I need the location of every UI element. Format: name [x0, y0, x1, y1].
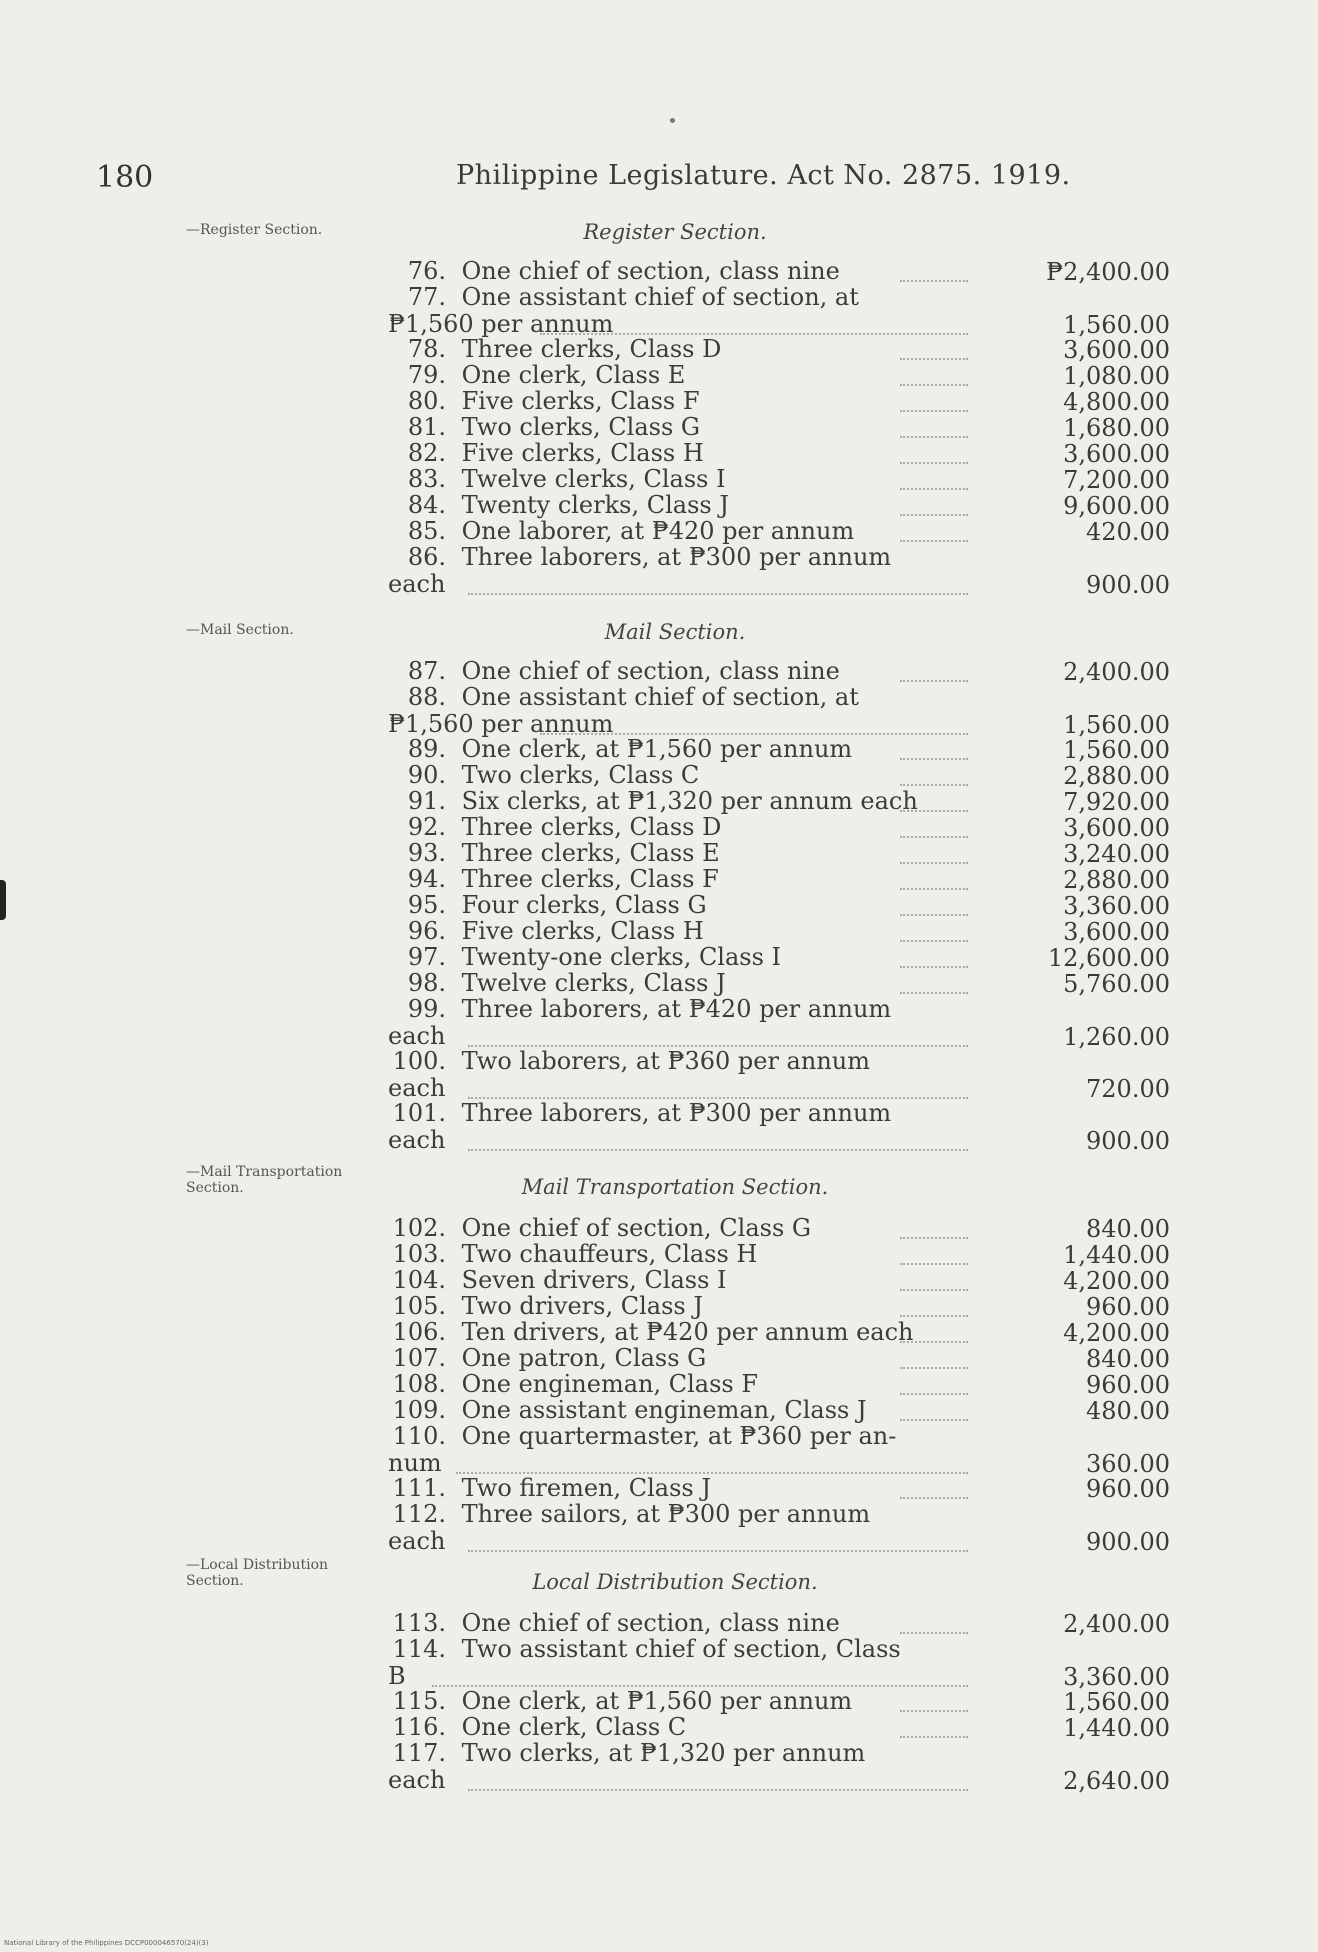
- leader-dots: [468, 1542, 968, 1552]
- leader-dots: [900, 1702, 968, 1712]
- item-amount: 2,880.00: [1063, 762, 1170, 790]
- leader-dots: [900, 532, 968, 542]
- leader-dots: [900, 350, 968, 360]
- item-description: Three laborers, at ₱300 per annum: [454, 543, 892, 571]
- item-description: Ten drivers, at ₱420 per annum each: [454, 1318, 914, 1346]
- item-description: One chief of section, class nine: [454, 657, 840, 685]
- item-line: [388, 1423, 1168, 1450]
- item-amount: 2,880.00: [1063, 866, 1170, 894]
- item-amount: ₱2,400.00: [1046, 258, 1170, 286]
- item-description: One engineman, Class F: [454, 1370, 758, 1398]
- leader-dots: [900, 776, 968, 786]
- item-description: Two chauffeurs, Class H: [454, 1240, 758, 1268]
- item-amount: 4,200.00: [1063, 1267, 1170, 1295]
- item-amount: 3,360.00: [1063, 1663, 1170, 1691]
- leader-dots: [900, 750, 968, 760]
- item-description: Five clerks, Class H: [454, 917, 704, 945]
- binding-edge-mark: [0, 880, 6, 920]
- item-amount: 360.00: [1086, 1450, 1170, 1478]
- item-description: One assistant chief of section, at: [454, 283, 859, 311]
- item-description: One laborer, at ₱420 per annum: [454, 517, 855, 545]
- item-description: Five clerks, Class F: [454, 387, 700, 415]
- item-amount: 480.00: [1086, 1397, 1170, 1425]
- item-number: 107.: [392, 1344, 446, 1372]
- item-amount: 9,600.00: [1063, 492, 1170, 520]
- item-amount: 720.00: [1086, 1075, 1170, 1103]
- item-number: 76.: [407, 257, 446, 285]
- leader-dots: [900, 958, 968, 968]
- leader-dots: [900, 1359, 968, 1369]
- item-number: 103.: [392, 1240, 446, 1268]
- item-number: 101.: [392, 1099, 446, 1127]
- scan-footer: National Library of the Philippines DCCP000046570(24)(3): [4, 1939, 209, 1947]
- item-amount: 1,680.00: [1063, 414, 1170, 442]
- item-description: Three clerks, Class E: [454, 839, 720, 867]
- item-number: 99.: [407, 995, 446, 1023]
- item-description: Seven drivers, Class I: [454, 1266, 727, 1294]
- item-number: 93.: [407, 839, 446, 867]
- scan-dot: [670, 118, 675, 123]
- item-number: 113.: [392, 1609, 446, 1637]
- item-description: Five clerks, Class H: [454, 439, 704, 467]
- page-number: 180: [96, 160, 154, 195]
- leader-dots: [900, 854, 968, 864]
- item-line: [388, 1636, 1168, 1663]
- leader-dots: [900, 1333, 968, 1343]
- item-amount: 840.00: [1086, 1215, 1170, 1243]
- item-amount: 1,560.00: [1063, 711, 1170, 739]
- item-amount: 3,360.00: [1063, 892, 1170, 920]
- leader-dots: [900, 1385, 968, 1395]
- item-description: Twelve clerks, Class J: [454, 969, 726, 997]
- leader-dots: [468, 585, 968, 595]
- section-title-mail: Mail Section.: [604, 620, 746, 644]
- item-amount: 2,640.00: [1063, 1767, 1170, 1795]
- item-description: Two assistant chief of section, Class: [454, 1635, 901, 1663]
- item-number: 77.: [407, 283, 446, 311]
- leader-dots: [540, 725, 968, 735]
- item-continuation-text: each: [388, 1527, 446, 1555]
- item-amount: 3,600.00: [1063, 814, 1170, 842]
- leader-dots: [900, 402, 968, 412]
- leader-dots: [900, 1229, 968, 1239]
- margin-note-mail-transport: —Mail Transportation Section.: [186, 1164, 343, 1196]
- item-amount: 5,760.00: [1063, 970, 1170, 998]
- item-line: [388, 996, 1168, 1023]
- leader-dots: [900, 1281, 968, 1291]
- item-number: 82.: [407, 439, 446, 467]
- item-amount: 1,440.00: [1063, 1714, 1170, 1742]
- item-description: One chief of section, class nine: [454, 257, 840, 285]
- item-description: Three sailors, at ₱300 per annum: [454, 1500, 871, 1528]
- item-number: 109.: [392, 1396, 446, 1424]
- item-number: 85.: [407, 517, 446, 545]
- item-amount: 3,240.00: [1063, 840, 1170, 868]
- item-continuation-text: num: [388, 1449, 442, 1477]
- item-line: [388, 1501, 1168, 1528]
- leader-dots: [432, 1677, 968, 1687]
- item-line: [388, 1740, 1168, 1767]
- item-number: 88.: [407, 683, 446, 711]
- leader-dots: [900, 454, 968, 464]
- item-number: 111.: [392, 1474, 446, 1502]
- item-description: One patron, Class G: [454, 1344, 707, 1372]
- leader-dots: [900, 1411, 968, 1421]
- item-description: One clerk, at ₱1,560 per annum: [454, 735, 853, 763]
- section-title-mail_transport: Mail Transportation Section.: [521, 1175, 829, 1199]
- leader-dots: [900, 506, 968, 516]
- item-continuation-text: each: [388, 570, 446, 598]
- leader-dots: [900, 428, 968, 438]
- item-description: Two clerks, Class C: [454, 761, 700, 789]
- item-amount: 840.00: [1086, 1345, 1170, 1373]
- margin-note-local: —Local Distribution Section.: [186, 1557, 329, 1589]
- leader-dots: [900, 1489, 968, 1499]
- item-description: Two firemen, Class J: [454, 1474, 711, 1502]
- margin-note-register: —Register Section.: [186, 222, 323, 238]
- item-amount: 1,440.00: [1063, 1241, 1170, 1269]
- item-description: One chief of section, Class G: [454, 1214, 812, 1242]
- item-amount: 1,560.00: [1063, 736, 1170, 764]
- leader-dots: [540, 325, 968, 335]
- item-description: Two laborers, at ₱360 per annum: [454, 1047, 870, 1075]
- item-number: 97.: [407, 943, 446, 971]
- section-title-register: Register Section.: [583, 220, 767, 244]
- item-amount: 960.00: [1086, 1371, 1170, 1399]
- leader-dots: [900, 1307, 968, 1317]
- leader-dots: [900, 906, 968, 916]
- item-number: 106.: [392, 1318, 446, 1346]
- item-amount: 4,200.00: [1063, 1319, 1170, 1347]
- item-description: Three clerks, Class D: [454, 813, 722, 841]
- item-description: One chief of section, class nine: [454, 1609, 840, 1637]
- item-number: 105.: [392, 1292, 446, 1320]
- leader-dots: [900, 1255, 968, 1265]
- leader-dots: [468, 1141, 968, 1151]
- item-number: 115.: [392, 1687, 446, 1715]
- leader-dots: [900, 480, 968, 490]
- item-description: One clerk, Class E: [454, 361, 686, 389]
- item-amount: 420.00: [1086, 518, 1170, 546]
- item-number: 112.: [392, 1500, 446, 1528]
- item-description: One assistant chief of section, at: [454, 683, 859, 711]
- item-line: [388, 544, 1168, 571]
- item-amount: 1,560.00: [1063, 1688, 1170, 1716]
- leader-dots: [900, 880, 968, 890]
- item-continuation-text: ₱1,560 per annum: [388, 710, 614, 738]
- item-continuation-text: B: [388, 1662, 406, 1690]
- item-number: 102.: [392, 1214, 446, 1242]
- item-amount: 2,400.00: [1063, 1610, 1170, 1638]
- item-amount: 1,260.00: [1063, 1023, 1170, 1051]
- leader-dots: [900, 272, 968, 282]
- item-description: Twelve clerks, Class I: [454, 465, 726, 493]
- leader-dots: [900, 828, 968, 838]
- item-description: One quartermaster, at ₱360 per an-: [454, 1422, 897, 1450]
- item-description: Four clerks, Class G: [454, 891, 707, 919]
- item-number: 84.: [407, 491, 446, 519]
- item-description: Three laborers, at ₱420 per annum: [454, 995, 892, 1023]
- item-number: 78.: [407, 335, 446, 363]
- item-number: 83.: [407, 465, 446, 493]
- item-number: 79.: [407, 361, 446, 389]
- item-number: 89.: [407, 735, 446, 763]
- item-amount: 3,600.00: [1063, 336, 1170, 364]
- item-amount: 3,600.00: [1063, 440, 1170, 468]
- item-line: [388, 1100, 1168, 1127]
- item-continuation-text: each: [388, 1022, 446, 1050]
- item-number: 110.: [392, 1422, 446, 1450]
- item-amount: 2,400.00: [1063, 658, 1170, 686]
- leader-dots: [900, 376, 968, 386]
- item-number: 94.: [407, 865, 446, 893]
- item-description: Six clerks, at ₱1,320 per annum each: [454, 787, 918, 815]
- item-amount: 1,080.00: [1063, 362, 1170, 390]
- leader-dots: [456, 1464, 968, 1474]
- item-amount: 960.00: [1086, 1293, 1170, 1321]
- item-number: 114.: [392, 1635, 446, 1663]
- item-description: Two clerks, Class G: [454, 413, 701, 441]
- leader-dots: [468, 1089, 968, 1099]
- item-number: 86.: [407, 543, 446, 571]
- leader-dots: [900, 932, 968, 942]
- leader-dots: [900, 802, 968, 812]
- item-amount: 900.00: [1086, 1127, 1170, 1155]
- item-amount: 7,200.00: [1063, 466, 1170, 494]
- item-description: One assistant engineman, Class J: [454, 1396, 867, 1424]
- leader-dots: [900, 672, 968, 682]
- item-line: [388, 1048, 1168, 1075]
- leader-dots: [468, 1037, 968, 1047]
- item-amount: 4,800.00: [1063, 388, 1170, 416]
- leader-dots: [900, 1728, 968, 1738]
- item-amount: 900.00: [1086, 1528, 1170, 1556]
- running-head: Philippine Legislature. Act No. 2875. 1919.: [456, 160, 1071, 191]
- item-description: Three clerks, Class D: [454, 335, 722, 363]
- item-number: 87.: [407, 657, 446, 685]
- item-description: Three clerks, Class F: [454, 865, 719, 893]
- leader-dots: [900, 984, 968, 994]
- margin-note-mail: —Mail Section.: [186, 622, 294, 638]
- section-title-local: Local Distribution Section.: [532, 1570, 818, 1594]
- item-number: 100.: [392, 1047, 446, 1075]
- leader-dots: [900, 1624, 968, 1634]
- item-amount: 3,600.00: [1063, 918, 1170, 946]
- item-description: Two drivers, Class J: [454, 1292, 703, 1320]
- item-number: 95.: [407, 891, 446, 919]
- item-amount: 7,920.00: [1063, 788, 1170, 816]
- item-number: 96.: [407, 917, 446, 945]
- item-description: Twenty clerks, Class J: [454, 491, 729, 519]
- item-number: 91.: [407, 787, 446, 815]
- item-continuation-text: ₱1,560 per annum: [388, 310, 614, 338]
- item-number: 81.: [407, 413, 446, 441]
- item-description: Three laborers, at ₱300 per annum: [454, 1099, 892, 1127]
- item-line: [388, 284, 1168, 311]
- item-amount: 900.00: [1086, 571, 1170, 599]
- item-continuation-text: each: [388, 1766, 446, 1794]
- item-continuation-text: each: [388, 1126, 446, 1154]
- item-description: One clerk, Class C: [454, 1713, 687, 1741]
- item-number: 90.: [407, 761, 446, 789]
- item-line: [388, 684, 1168, 711]
- item-number: 117.: [392, 1739, 446, 1767]
- leader-dots: [468, 1781, 968, 1791]
- item-continuation-text: each: [388, 1074, 446, 1102]
- item-amount: 1,560.00: [1063, 311, 1170, 339]
- item-number: 104.: [392, 1266, 446, 1294]
- item-amount: 12,600.00: [1047, 944, 1170, 972]
- item-number: 92.: [407, 813, 446, 841]
- item-number: 116.: [392, 1713, 446, 1741]
- item-description: One clerk, at ₱1,560 per annum: [454, 1687, 853, 1715]
- item-amount: 960.00: [1086, 1475, 1170, 1503]
- item-number: 80.: [407, 387, 446, 415]
- item-number: 98.: [407, 969, 446, 997]
- item-description: Twenty-one clerks, Class I: [454, 943, 782, 971]
- item-description: Two clerks, at ₱1,320 per annum: [454, 1739, 866, 1767]
- item-number: 108.: [392, 1370, 446, 1398]
